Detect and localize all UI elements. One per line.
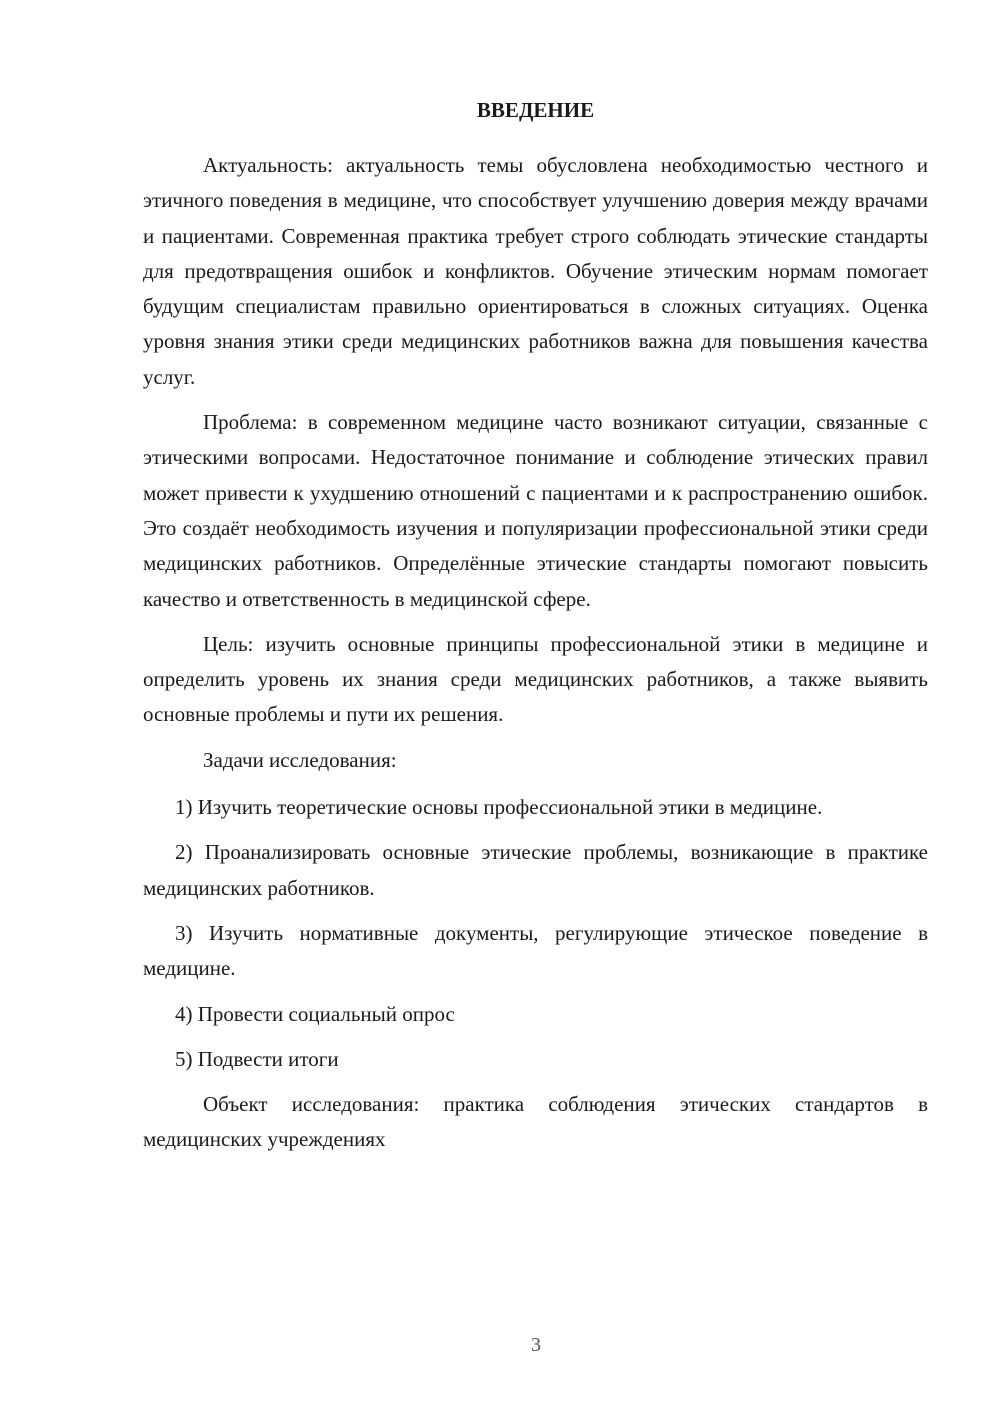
paragraph-relevance: Актуальность: актуальность темы обусловлена необходимостью честного и этичного поведения в медицине, что способствует улучшению доверия между врачами и пациентами. Современная практика требует строго соблюдать этические стандарты для предотвращения ошибок и конфликтов. Обучение этическим нормам помогает будущим специалистам правильно ориентироваться в сложных ситуациях. Оценка уровня знания этики среди медицинских работников важна для повышения качества услуг. — [143, 153, 928, 389]
page-number: 3 — [531, 1334, 541, 1356]
section-heading: ВВЕДЕНИЕ — [476, 98, 595, 122]
task-item-4: 4) Провести социальный опрос — [175, 1001, 455, 1026]
task-item-5: 5) Подвести итоги — [175, 1046, 339, 1071]
paragraph-goal: Цель: изучить основные принципы профессиональной этики в медицине и определить уровень их знания среди медицинских работников, а также выявить основные проблемы и пути их решения. — [143, 631, 928, 727]
task-item-3: 3) Изучить нормативные документы, регулирующие этическое поведение в медицине. — [143, 920, 928, 981]
task-item-1: 1) Изучить теоретические основы профессиональной этики в медицине. — [175, 795, 823, 820]
document-page — [143, 96, 928, 1168]
task-item-2: 2) Проанализировать основные этические проблемы, возникающие в практике медицинских работников. — [143, 840, 928, 900]
paragraph-object: Объект исследования: практика соблюдения этических стандартов в медицинских учреждениях — [143, 1092, 928, 1152]
paragraph-problem: Проблема: в современном медицине часто возникают ситуации, связанные с этическими вопросами. Недостаточное понимание и соблюдение этических правил может привести к ухудшению отношений с пациентами и к распространению ошибок. Это создаёт необходимость изучения и популяризации профессиональной этики среди медицинских работников. Определённые этические стандарты помогают повысить качество и ответственность в медицинской сфере. — [143, 410, 928, 611]
tasks-heading: Задачи исследования: — [203, 747, 397, 772]
